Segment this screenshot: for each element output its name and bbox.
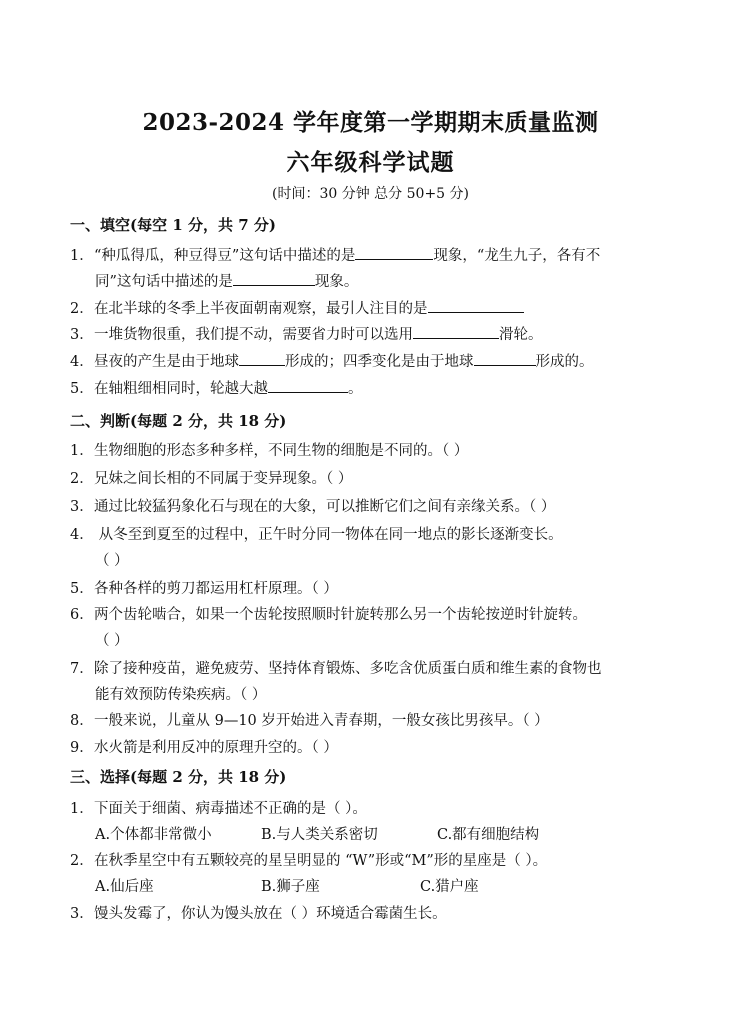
choice-question-3 — [70, 901, 670, 927]
question-number: 3． — [70, 327, 94, 343]
fill-question-1 — [70, 243, 670, 269]
question-text: 一堆货物很重，我们提不动，需要省力时可以选用 — [94, 327, 413, 343]
question-text: 各种各样的剪刀都运用杠杆原理。（ ） — [94, 581, 338, 597]
question-text: 形成的；四季变化是由于地球 — [285, 354, 474, 370]
option-c[interactable]: C.猎户座 — [420, 879, 479, 895]
question-text: 在北半球的冬季上半夜面朝南观察，最引人注目的是 — [94, 301, 428, 317]
question-text: 在秋季星空中有五颗较亮的星呈明显的 “W”形或“M”形的星座是（ ）。 — [94, 853, 548, 869]
section-heading-multiple-choice: 三、选择(每题 2 分，共 18 分) — [70, 768, 287, 786]
fill-question-4 — [70, 349, 670, 375]
judge-question-5 — [70, 576, 670, 602]
option-c[interactable]: C.都有细胞结构 — [437, 827, 540, 843]
choice-question-2 — [70, 848, 670, 874]
judge-question-3 — [70, 494, 670, 520]
question-text: 形成的。 — [535, 354, 594, 370]
question-number: 4． — [70, 354, 94, 370]
exam-info: (时间：30 分钟 总分 50+5 分) — [272, 186, 469, 202]
question-text: 除了接种疫苗，避免疲劳、坚持体育锻炼、多吃含优质蛋白质和维生素的食物也 — [94, 661, 602, 677]
question-number: 1． — [70, 801, 94, 817]
choice-question-1 — [70, 796, 670, 822]
judge-question-6-answer[interactable]: （ ） — [95, 633, 129, 649]
question-number: 5． — [70, 581, 94, 597]
exam-subtitle: 六年级科学试题 — [286, 149, 455, 176]
question-number: 2． — [70, 853, 94, 869]
question-text: 一般来说，儿童从 9—10 岁开始进入青春期，一般女孩比男孩早。（ ） — [94, 713, 549, 729]
question-number: 2． — [70, 471, 94, 487]
section-heading-true-false: 二、判断(每题 2 分，共 18 分) — [70, 412, 287, 430]
judge-question-8 — [70, 708, 670, 734]
option-a[interactable]: A.仙后座 — [95, 879, 154, 895]
judge-question-4-answer[interactable]: （ ） — [95, 553, 129, 569]
exam-title: 2023-2024 学年度第一学期期末质量监测 — [142, 109, 599, 136]
judge-question-4 — [70, 522, 670, 548]
option-a[interactable]: A.个体都非常微小 — [95, 827, 212, 843]
section-heading-fill-in: 一、填空(每空 1 分，共 7 分) — [70, 216, 276, 234]
question-text: 现象，“龙生九子，各有不 — [433, 248, 601, 264]
question-number: 1． — [70, 443, 94, 459]
question-number: 3． — [70, 499, 94, 515]
answer-blank[interactable] — [233, 271, 315, 286]
answer-blank[interactable] — [474, 351, 536, 366]
question-text: 下面关于细菌、病毒描述不正确的是（ ）。 — [94, 801, 367, 817]
question-number: 3． — [70, 906, 94, 922]
judge-question-9 — [70, 735, 670, 761]
question-text: 馒头发霉了，你认为馒头放在（ ）环境适合霉菌生长。 — [94, 906, 447, 922]
fill-question-1-continued — [95, 269, 358, 295]
answer-blank[interactable] — [428, 298, 524, 313]
question-text: 水火箭是利用反冲的原理升空的。（ ） — [94, 740, 338, 756]
answer-blank[interactable] — [268, 378, 348, 393]
answer-blank[interactable] — [355, 245, 433, 260]
question-text: 现象。 — [314, 274, 359, 290]
question-number: 2． — [70, 301, 94, 317]
question-text: 滑轮。 — [499, 327, 543, 343]
question-text: 从冬至到夏至的过程中，正午时分同一物体在同一地点的影长逐渐变长。 — [94, 527, 563, 543]
question-text: 两个齿轮啮合，如果一个齿轮按照顺时针旋转那么另一个齿轮按逆时针旋转。 — [94, 607, 587, 623]
fill-question-5 — [70, 376, 670, 402]
question-number: 1． — [70, 248, 94, 264]
judge-question-1 — [70, 438, 670, 464]
option-b[interactable]: B.与人类关系密切 — [261, 827, 378, 843]
question-number: 8． — [70, 713, 94, 729]
judge-question-6 — [70, 602, 670, 628]
question-text: 通过比较猛犸象化石与现在的大象，可以推断它们之间有亲缘关系。（ ） — [94, 499, 556, 515]
question-text: 。 — [348, 381, 363, 397]
option-b[interactable]: B.狮子座 — [261, 879, 320, 895]
question-number: 5． — [70, 381, 94, 397]
judge-question-2 — [70, 466, 670, 492]
answer-blank[interactable] — [413, 324, 499, 339]
question-text: “种瓜得瓜，种豆得豆”这句话中描述的是 — [94, 248, 356, 264]
question-text: 兄妹之间长相的不同属于变异现象。（ ） — [94, 471, 353, 487]
judge-question-7 — [70, 656, 670, 682]
question-text: 昼夜的产生是由于地球 — [94, 354, 239, 370]
question-text: 在轴粗细相同时，轮越大越 — [94, 381, 268, 397]
question-number: 6． — [70, 607, 94, 623]
question-number: 9． — [70, 740, 94, 756]
fill-question-3 — [70, 322, 670, 348]
question-number: 7． — [70, 661, 94, 677]
question-text: 生物细胞的形态多种多样，不同生物的细胞是不同的。（ ） — [94, 443, 469, 459]
judge-question-7-continued: 能有效预防传染疾病。（ ） — [95, 687, 267, 703]
question-text: 同”这句话中描述的是 — [95, 274, 233, 290]
fill-question-2 — [70, 296, 670, 322]
question-number: 4． — [70, 527, 94, 543]
answer-blank[interactable] — [239, 351, 285, 366]
